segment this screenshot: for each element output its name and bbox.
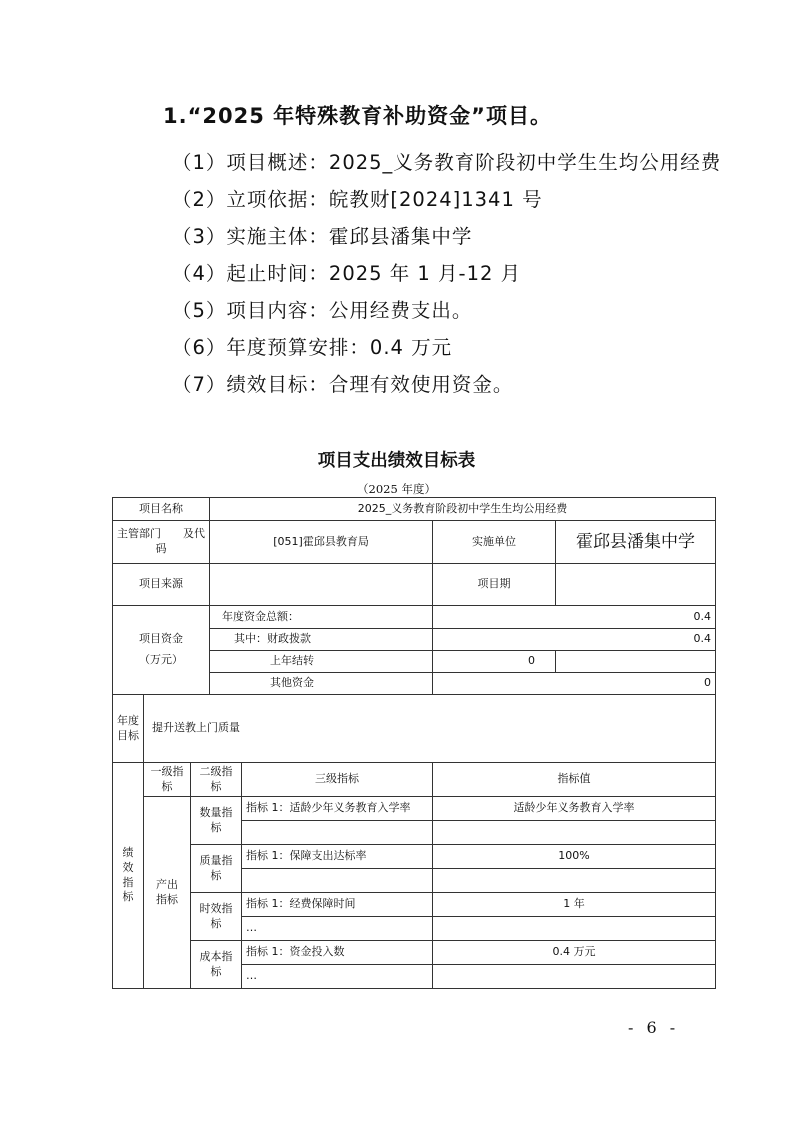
funds-fiscal-label: 其中：财政拨款 — [210, 629, 433, 651]
table-year: （2025 年度） — [357, 482, 436, 496]
funds-unit: （万元） — [139, 653, 184, 666]
table-title: 项目支出绩效目标表 — [317, 451, 476, 471]
group-quantity: 数量指标 — [191, 797, 242, 845]
col-level1: 一级指标 — [144, 763, 191, 797]
funds-other-label: 其他资金 — [210, 673, 433, 695]
indicator-value: 100% — [433, 845, 716, 869]
output-indicator-label: 产出指标 — [144, 797, 191, 989]
col-level2: 二级指标 — [191, 763, 242, 797]
project-name-label: 项目名称 — [113, 498, 210, 521]
group-timeliness: 时效指标 — [191, 893, 242, 941]
section-heading: 1.“2025 年特殊教育补助资金”项目。 — [163, 104, 552, 128]
source-label: 项目来源 — [113, 564, 210, 606]
funds-total-label: 年度资金总额： — [210, 606, 433, 629]
indicator-text — [242, 821, 433, 845]
item-budget: （6）年度预算安排：0.4 万元 — [172, 336, 453, 359]
funds-total-value: 0.4 — [433, 606, 716, 629]
period-value — [556, 564, 716, 606]
indicator-value — [433, 917, 716, 941]
funds-label — [113, 606, 210, 695]
item-overview: （1）项目概述：2025_义务教育阶段初中学生生均公用经费 — [172, 151, 722, 174]
col-level3: 三级指标 — [242, 763, 433, 797]
indicator-text: … — [242, 965, 433, 989]
indicator-value — [433, 965, 716, 989]
indicator-value — [433, 869, 716, 893]
page-number: - 6 - — [628, 1018, 680, 1037]
indicator-text — [242, 869, 433, 893]
indicator-text: 指标 1：保障支出达标率 — [242, 845, 433, 869]
group-cost: 成本指标 — [191, 941, 242, 989]
item-entity: （3）实施主体：霍邱县潘集中学 — [172, 225, 473, 248]
annual-goal-value: 提升送教上门质量 — [144, 695, 716, 763]
indicator-value — [433, 821, 716, 845]
funds-fiscal-value: 0.4 — [433, 629, 716, 651]
perf-indicator-label: 绩效指标 — [113, 763, 144, 989]
item-basis: （2）立项依据：皖教财[2024]1341 号 — [172, 188, 543, 211]
impl-value: 霍邱县潘集中学 — [556, 521, 716, 564]
funds-carryover-blank — [556, 651, 716, 673]
indicator-value: 1 年 — [433, 893, 716, 917]
funds-carryover-label: 上年结转 — [210, 651, 433, 673]
group-quality: 质量指标 — [191, 845, 242, 893]
indicator-text: … — [242, 917, 433, 941]
col-value: 指标值 — [433, 763, 716, 797]
dept-value: [051]霍邱县教育局 — [210, 521, 433, 564]
impl-label: 实施单位 — [433, 521, 556, 564]
source-value — [210, 564, 433, 606]
funds-label-text: 项目资金 — [139, 632, 184, 646]
annual-goal-label: 年度目标 — [113, 695, 144, 763]
performance-table — [112, 497, 716, 989]
item-content: （5）项目内容：公用经费支出。 — [172, 299, 473, 322]
period-label: 项目期 — [433, 564, 556, 606]
dept-label: 主管部门 及代码 — [113, 521, 210, 564]
funds-other-value: 0 — [433, 673, 716, 695]
indicator-text: 指标 1：资金投入数 — [242, 941, 433, 965]
indicator-value: 0.4 万元 — [433, 941, 716, 965]
indicator-text: 指标 1：适龄少年义务教育入学率 — [242, 797, 433, 821]
indicator-text: 指标 1：经费保障时间 — [242, 893, 433, 917]
indicator-value: 适龄少年义务教育入学率 — [433, 797, 716, 821]
project-name-value: 2025_义务教育阶段初中学生生均公用经费 — [210, 498, 716, 521]
funds-carryover-value: 0 — [433, 651, 556, 673]
item-period: （4）起止时间：2025 年 1 月-12 月 — [172, 262, 522, 285]
item-goal: （7）绩效目标：合理有效使用资金。 — [172, 373, 514, 396]
